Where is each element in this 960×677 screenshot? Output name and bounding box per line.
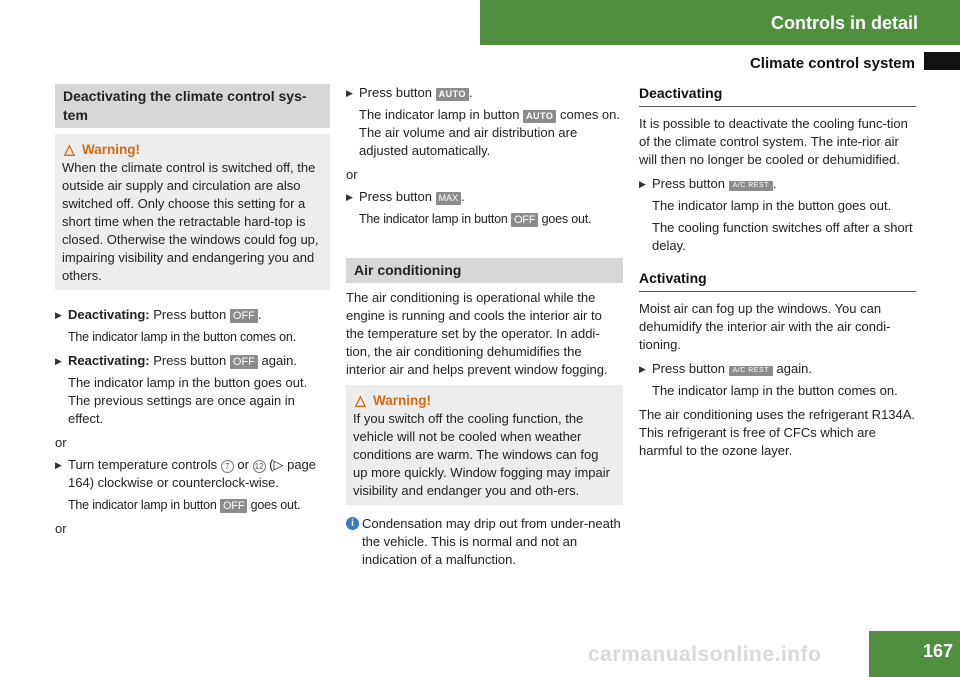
warning-text: When the climate control is switched off, the outside air supply and circulation are also switched off. Only choose this setting for a short time when the retractable hard-top is closed. Otherwise the windows could fog up, impairing visibility and endangering you and others. <box>62 160 319 283</box>
section-heading-deactivating-climate: Deactivating the climate control sys-tem <box>55 84 330 128</box>
off-button-icon: OFF <box>511 213 538 227</box>
step-turn-controls: ▶ Turn temperature controls 7 or 12 (▷ page 164) clockwise or counterclock-wise. <box>55 457 317 490</box>
warning-box <box>55 134 330 290</box>
or-text: or <box>55 435 67 450</box>
step-arrow-icon: ▶ <box>55 356 62 366</box>
step-arrow-icon: ▶ <box>346 192 353 202</box>
step-arrow-icon: ▶ <box>346 88 353 98</box>
page-number-tab <box>869 631 960 677</box>
step-result: The indicator lamp in button AUTO comes on. The air volume and air distribution are adjusted automatically. <box>359 107 621 158</box>
step-arrow-icon: ▶ <box>55 310 62 320</box>
step-reactivating: ▶ Reactivating: Press button OFF again. <box>55 353 297 368</box>
auto-button-icon: AUTO <box>436 88 469 101</box>
deactivating-intro: It is possible to deactivate the cooling func-tion of the climate control system. The inte-rior air will then no longer be cooled or dehumidified. <box>639 116 908 167</box>
auto-button-icon: AUTO <box>523 110 556 123</box>
watermark: carmanualsonline.info <box>588 643 822 666</box>
section-heading-deactivating: Deactivating <box>639 84 916 107</box>
activating-intro: Moist air can fog up the windows. You can dehumidify the interior air with the air condi-tioning. <box>639 301 891 352</box>
ac-button-icon: A/C REST <box>729 366 773 376</box>
ac-button-icon: A/C REST <box>729 181 773 191</box>
column-1 <box>55 84 330 538</box>
air-conditioning-intro: The air conditioning is operational while the engine is running and cools the interior air to the temperature set by the operator. In addi-tion, the air conditioning dehumidifies the interior air and helps prevent window fogging. <box>346 290 608 377</box>
step-result: The indicator lamp in button OFF goes out. <box>68 498 301 512</box>
step-result: The indicator lamp in the button comes on. <box>68 330 296 344</box>
control-number-icon: 7 <box>221 460 234 473</box>
info-note: i Condensation may drip out from under-neath the vehicle. This is normal and not an indication of a malfunction. <box>346 515 623 569</box>
column-2 <box>346 84 623 569</box>
chapter-title: Controls in detail <box>770 13 918 33</box>
warning-title: △ Warning! <box>64 141 140 157</box>
warning-text: If you switch off the cooling function, the vehicle will not be cooled when weather conditions are warm. The windows can fog up more quickly. Window fogging may impair visibility and endanger you and oth-ers. <box>353 411 610 498</box>
column-3 <box>639 84 916 460</box>
max-defrost-button-icon: MAX <box>436 192 462 205</box>
section-title: Climate control system <box>749 55 915 72</box>
step-result: The indicator lamp in the button comes on. <box>652 383 898 398</box>
step-result: The indicator lamp in button OFF goes out. <box>359 212 592 226</box>
step-arrow-icon: ▶ <box>55 460 62 470</box>
section-marker <box>924 52 960 70</box>
or-text: or <box>346 167 358 182</box>
page-number: 167 <box>922 641 953 661</box>
chapter-header-bar <box>480 0 960 45</box>
step-arrow-icon: ▶ <box>639 364 646 374</box>
refrigerant-note: The air conditioning uses the refrigerant R134A. This refrigerant is free of CFCs which are harmful to the ozone layer. <box>639 407 916 458</box>
step-arrow-icon: ▶ <box>639 179 646 189</box>
section-heading-air-conditioning: Air conditioning <box>346 258 623 283</box>
warning-box <box>346 385 623 505</box>
warning-title: △ Warning! <box>355 392 431 408</box>
warning-triangle-icon: △ <box>64 141 75 157</box>
section-heading-activating: Activating <box>639 269 916 292</box>
control-number-icon: 12 <box>253 460 266 473</box>
warning-triangle-icon: △ <box>355 392 366 408</box>
step-press-ac-again: ▶ Press button A/C REST again. <box>639 361 812 376</box>
step-deactivating: ▶ Deactivating: Press button OFF . <box>55 307 262 322</box>
step-press-ac: ▶ Press button A/C REST . <box>639 176 777 191</box>
step-press-max: ▶ Press button MAX . <box>346 189 465 204</box>
info-icon: i <box>346 517 359 530</box>
off-button-icon: OFF <box>230 355 258 369</box>
off-button-icon: OFF <box>220 499 247 513</box>
step-press-auto: ▶ Press button AUTO . <box>346 85 473 100</box>
step-result: The cooling function switches off after a short delay. <box>652 220 913 253</box>
off-button-icon: OFF <box>230 309 258 323</box>
or-text: or <box>55 521 67 536</box>
step-result: The indicator lamp in the button goes out. <box>652 198 892 213</box>
step-result: The indicator lamp in the button goes out. The previous settings are once again in effect. <box>68 375 308 426</box>
